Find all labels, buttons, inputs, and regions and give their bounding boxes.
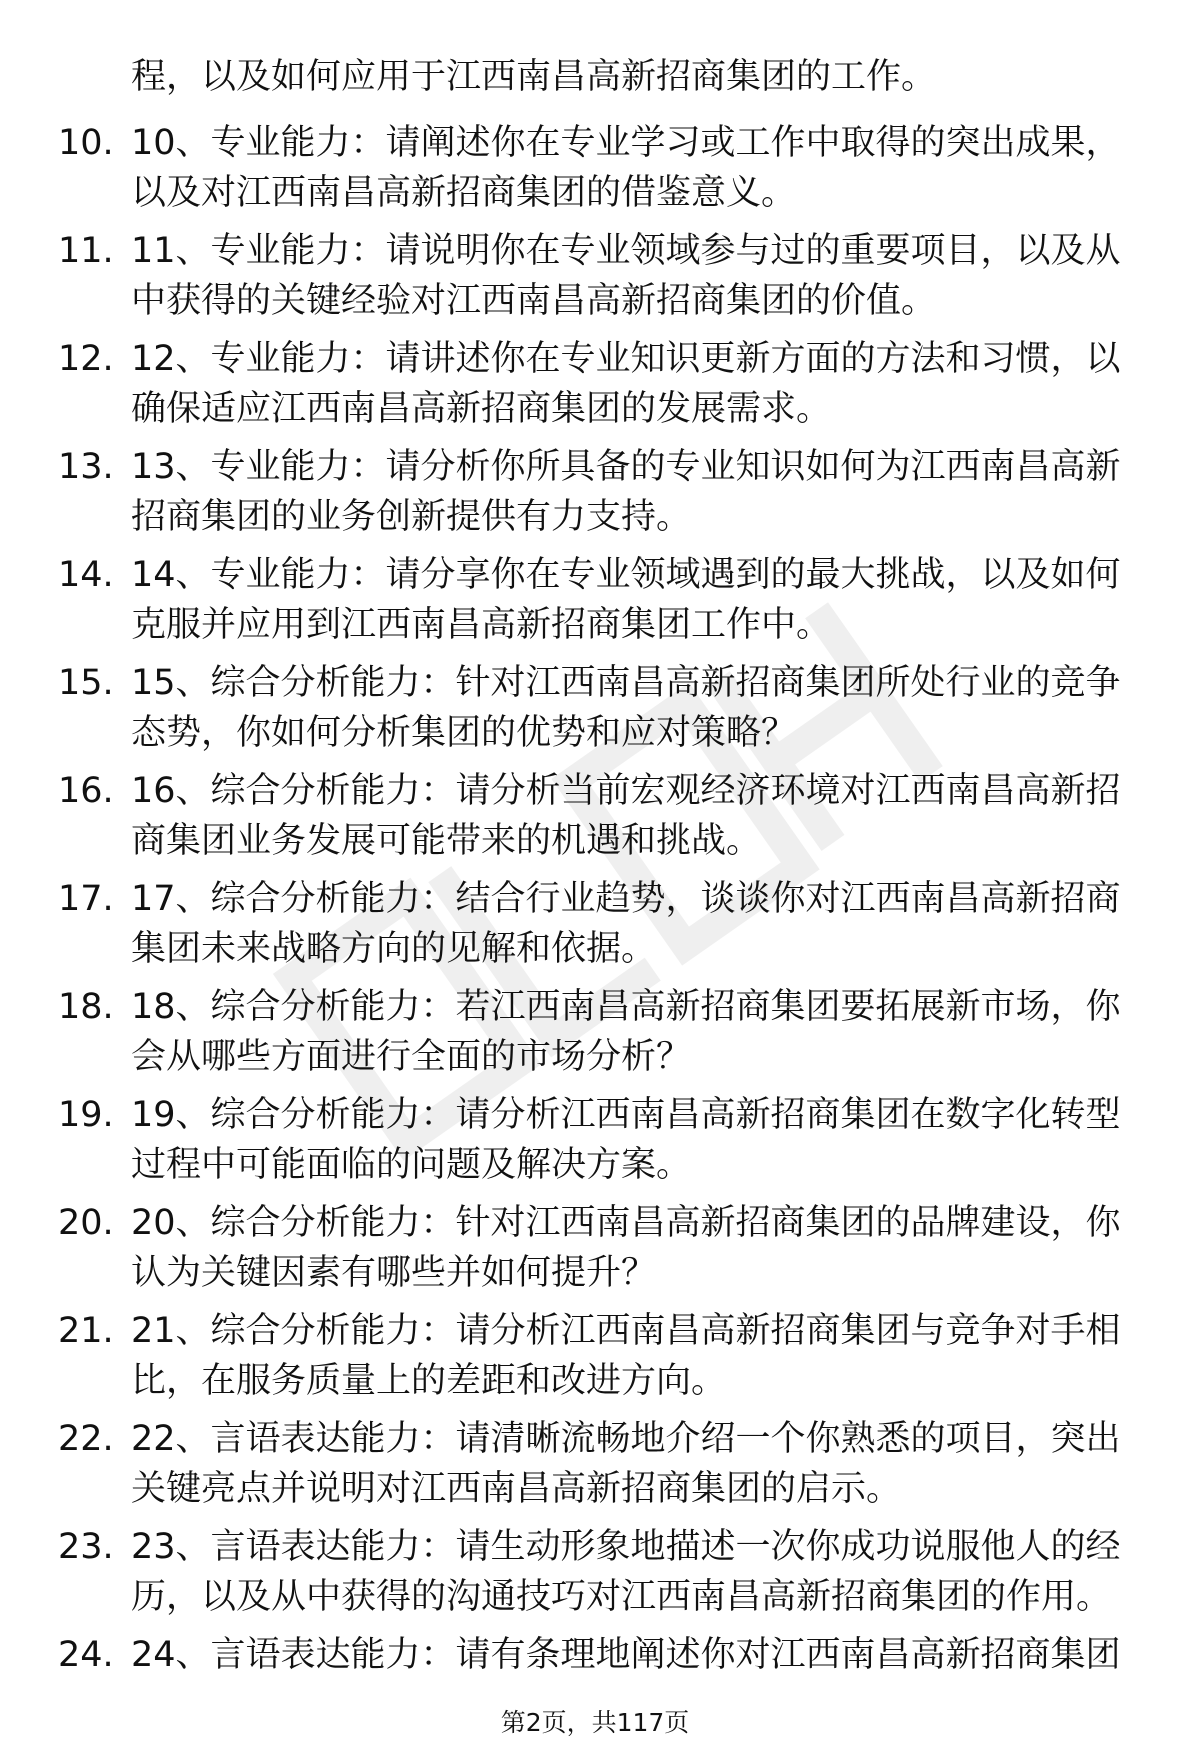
question-number: 21. [58, 1311, 114, 1351]
question-text: 10、专业能力：请阐述你在专业学习或工作中取得的突出成果，以及对江西南昌高新招商集团的借鉴意义。 [131, 123, 1121, 213]
question-number: 18. [58, 987, 114, 1027]
question-item [58, 874, 1158, 982]
question-text: 23、言语表达能力：请生动形象地描述一次你成功说服他人的经历，以及从中获得的沟通技巧对江西南昌高新招商集团的作用。 [131, 1527, 1121, 1617]
question-item [58, 1522, 1158, 1630]
question-text: 18、综合分析能力：若江西南昌高新招商集团要拓展新市场，你会从哪些方面进行全面的市场分析？ [131, 987, 1121, 1077]
question-item [58, 1414, 1158, 1522]
question-text: 16、综合分析能力：请分析当前宏观经济环境对江西南昌高新招商集团业务发展可能带来的机遇和挑战。 [131, 771, 1121, 861]
question-item [58, 982, 1158, 1090]
question-text: 15、综合分析能力：针对江西南昌高新招商集团所处行业的竞争态势，你如何分析集团的优势和应对策略？ [131, 663, 1121, 753]
question-number: 17. [58, 879, 114, 919]
question-text: 11、专业能力：请说明你在专业领域参与过的重要项目，以及从中获得的关键经验对江西南昌高新招商集团的价值。 [131, 231, 1121, 321]
question-number: 20. [58, 1203, 114, 1243]
question-number: 10. [58, 123, 114, 163]
question-list [58, 118, 1158, 1738]
question-number: 23. [58, 1527, 114, 1567]
question-number: 11. [58, 231, 114, 271]
question-text: 24、言语表达能力：请有条理地阐述你对江西南昌高新招商集团 [131, 1635, 1121, 1675]
question-item [58, 442, 1158, 550]
question-text: 20、综合分析能力：针对江西南昌高新招商集团的品牌建设，你认为关键因素有哪些并如何提升？ [131, 1203, 1121, 1293]
question-text: 17、综合分析能力：结合行业趋势，谈谈你对江西南昌高新招商集团未来战略方向的见解和依据。 [131, 879, 1121, 969]
question-number: 22. [58, 1419, 114, 1459]
question-text: 22、言语表达能力：请清晰流畅地介绍一个你熟悉的项目，突出关键亮点并说明对江西南昌高新招商集团的启示。 [131, 1419, 1121, 1509]
question-item [58, 550, 1158, 658]
question-item [58, 1090, 1158, 1198]
question-item [58, 658, 1158, 766]
question-text: 19、综合分析能力：请分析江西南昌高新招商集团在数字化转型过程中可能面临的问题及解决方案。 [131, 1095, 1121, 1185]
question-number: 13. [58, 447, 114, 487]
question-number: 12. [58, 339, 114, 379]
page-footer: 第2页，共117页 [500, 1708, 690, 1737]
question-number: 19. [58, 1095, 114, 1135]
question-text: 12、专业能力：请讲述你在专业知识更新方面的方法和习惯，以确保适应江西南昌高新招商集团的发展需求。 [131, 339, 1121, 429]
question-item [58, 334, 1158, 442]
continued-question-text: 程，以及如何应用于江西南昌高新招商集团的工作。 [131, 57, 937, 97]
question-item [58, 118, 1158, 226]
question-text: 13、专业能力：请分析你所具备的专业知识如何为江西南昌高新招商集团的业务创新提供有力支持。 [131, 447, 1121, 537]
question-number: 14. [58, 555, 114, 595]
question-number: 24. [58, 1635, 114, 1675]
question-text: 14、专业能力：请分享你在专业领域遇到的最大挑战，以及如何克服并应用到江西南昌高新招商集团工作中。 [131, 555, 1121, 645]
question-text: 21、综合分析能力：请分析江西南昌高新招商集团与竞争对手相比，在服务质量上的差距和改进方向。 [131, 1311, 1121, 1401]
question-item [58, 226, 1158, 334]
question-number: 15. [58, 663, 114, 703]
question-item [58, 1198, 1158, 1306]
question-item [58, 766, 1158, 874]
question-item [58, 1306, 1158, 1414]
question-number: 16. [58, 771, 114, 811]
